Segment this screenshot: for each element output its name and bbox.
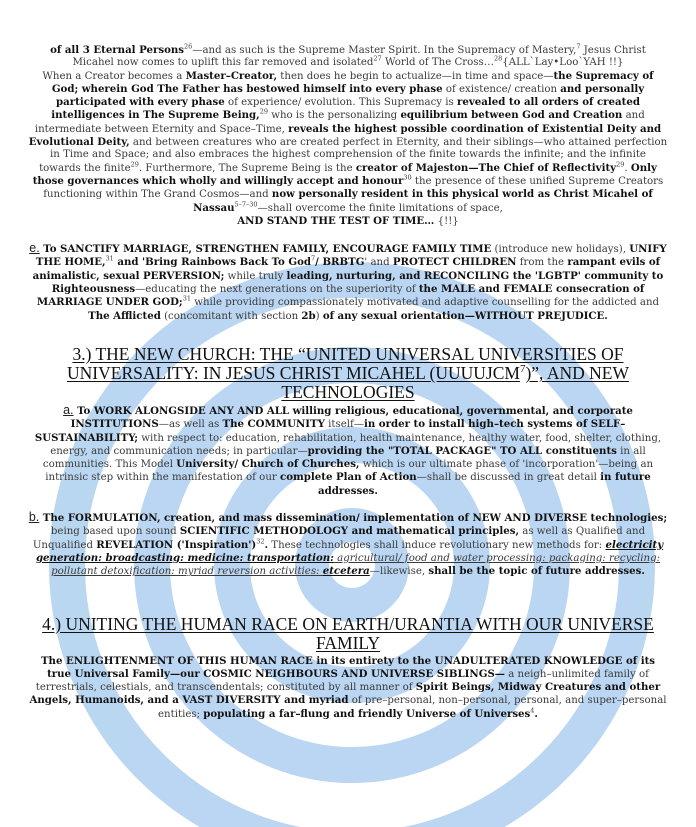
section-e-letter: e. [29, 241, 40, 256]
section-b-paragraph: b. The FORMULATION, creation, and mass dissemination/ implementation of NEW AND DIVERSE technologies; being based upon sound SCIENTIFIC METHODOLOGY and mathematical principles, as well as Qualified and Unqualified REVELATION ('Inspiration')$^{32}$. These technologies shall induce revolutionary new methods for: electricity generation: broadcasting: medicine: transportation: agricultural/ food and water processing: packaging: recycling: pollutant detoxification: myriad reversion activities: etcetera—likewise, shall be the topic of future addresses. [28, 510, 668, 578]
section-e-paragraph: e. To SANCTIFY MARRIAGE, STRENGTHEN FAMILY, ENCOURAGE FAMILY TIME (introduce new holidays), UNIFY THE HOME,$^{31}$ and 'Bring Rainbows Back To God$^7$/ BRBTG' and PROTECT CHILDREN from the rampant evils of animalistic, sexual PERVERSION; while truly leading, nurturing, and RECONCILING the 'LGBTP' community to Righteousness—educating the next generations on the superiority of the MALE and FEMALE consecration of MARRIAGE UNDER GOD;$^{31}$ while providing compassionately motivated and adaptive counselling for the addicted and The Afflicted (concomitant with section 2b) of any sexual orientation—WITHOUT PREJUDICE. [29, 241, 667, 322]
section-a-paragraph: a. To WORK ALONGSIDE ANY AND ALL willing religious, educational, governmental, and corporate INSTITUTIONS—as well as The COMMUNITY itself—in order to install high–tech systems of SELF–SUSTAINABILITY; with respect to: education, rehabilitation, health maintenance, healthy water, food, shelter, clothing, energy, and communication needs; in particular—providing the "TOTAL PACKAGE" TO ALL constituents in all communities. This Model University/ Church of Churches, which is our ultimate phase of 'incorporation'—being an intrinsic step within the manifestation of our complete Plan of Action—shall be discussed in great detail in future addresses. [34, 402, 662, 497]
section-a-letter: a. [63, 402, 74, 417]
section-4-paragraph: The ENLIGHTENMENT OF THIS HUMAN RACE in its entirety to the UNADULTERATED KNOWLEDGE of its true Universal Family—our COSMIC NEIGHBOURS AND UNIVERSE SIBLINGS— a neigh–unlimited family of terrestrials, celestials, and transcendentals; constituted by all manner of Spirit Beings, Midway Creatures and other Angels, Humanoids, and a VAST DIVERSITY and myriad of pre–personal, non–personal, personal, and super–personal entities; populating a far–flung and friendly Universe of Universes$^4$. [29, 654, 667, 720]
section-3-heading: 3.) THE NEW CHURCH: THE “UNITED UNIVERSAL UNIVERSITIES OF UNIVERSALITY: IN JESUS CHRIST MICAHEL (UUUUJCM$^7$)”, AND NEW TECHNOLOGIES [67, 343, 629, 402]
intro-paragraph: of all 3 Eternal Persons$^{26}$—and as such is the Supreme Master Spirit. In the Supremacy of Mastery,$^7$ Jesus Christ Micahel now comes to uplift this far removed and isolated$^{27}$ World of The Cross…$^{28}${ALL`Lay•Loo`YAH !!} When a Creator becomes a Master–Creator, then does he begin to actualize—in time and space—the Supremacy of God; wherein God The Father has bestowed himself into every phase of existence/ creation and personally participated with every phase of experience/ evolution. This Supremacy is revealed to all orders of created intelligences in The Supreme Being,$^{29}$ who is the personalizing equilibrium between God and Creation and intermediate between Eternity and Space–Time, reveals the highest possible coordination of Existential Deity and Evolutional Deity, and between creatures who are created perfect in Eternity, and their siblings—who attained perfection in Time and Space; and also embraces the highest comprehension of the finite towards the infinite; and the infinite towards the finite$^{29}$. Furthermore, The Supreme Being is the creator of Majeston—The Chief of Reflectivity$^{29}$. Only those governances which wholly and willingly accept and honour$^{30}$ the presence of these unified Supreme Creators functioning within The Grand Cosmos—and now personally resident in this physical world as Christ Micahel of Nassau$^{5-7-30}$—shall overcome the finite limitations of space, AND STAND THE TEST OF TIME… {!!} [28, 42, 668, 227]
section-4-heading: 4.) UNITING THE HUMAN RACE ON EARTH/URANTIA WITH OUR UNIVERSE FAMILY [42, 613, 654, 653]
section-b-letter: b. [28, 510, 40, 525]
